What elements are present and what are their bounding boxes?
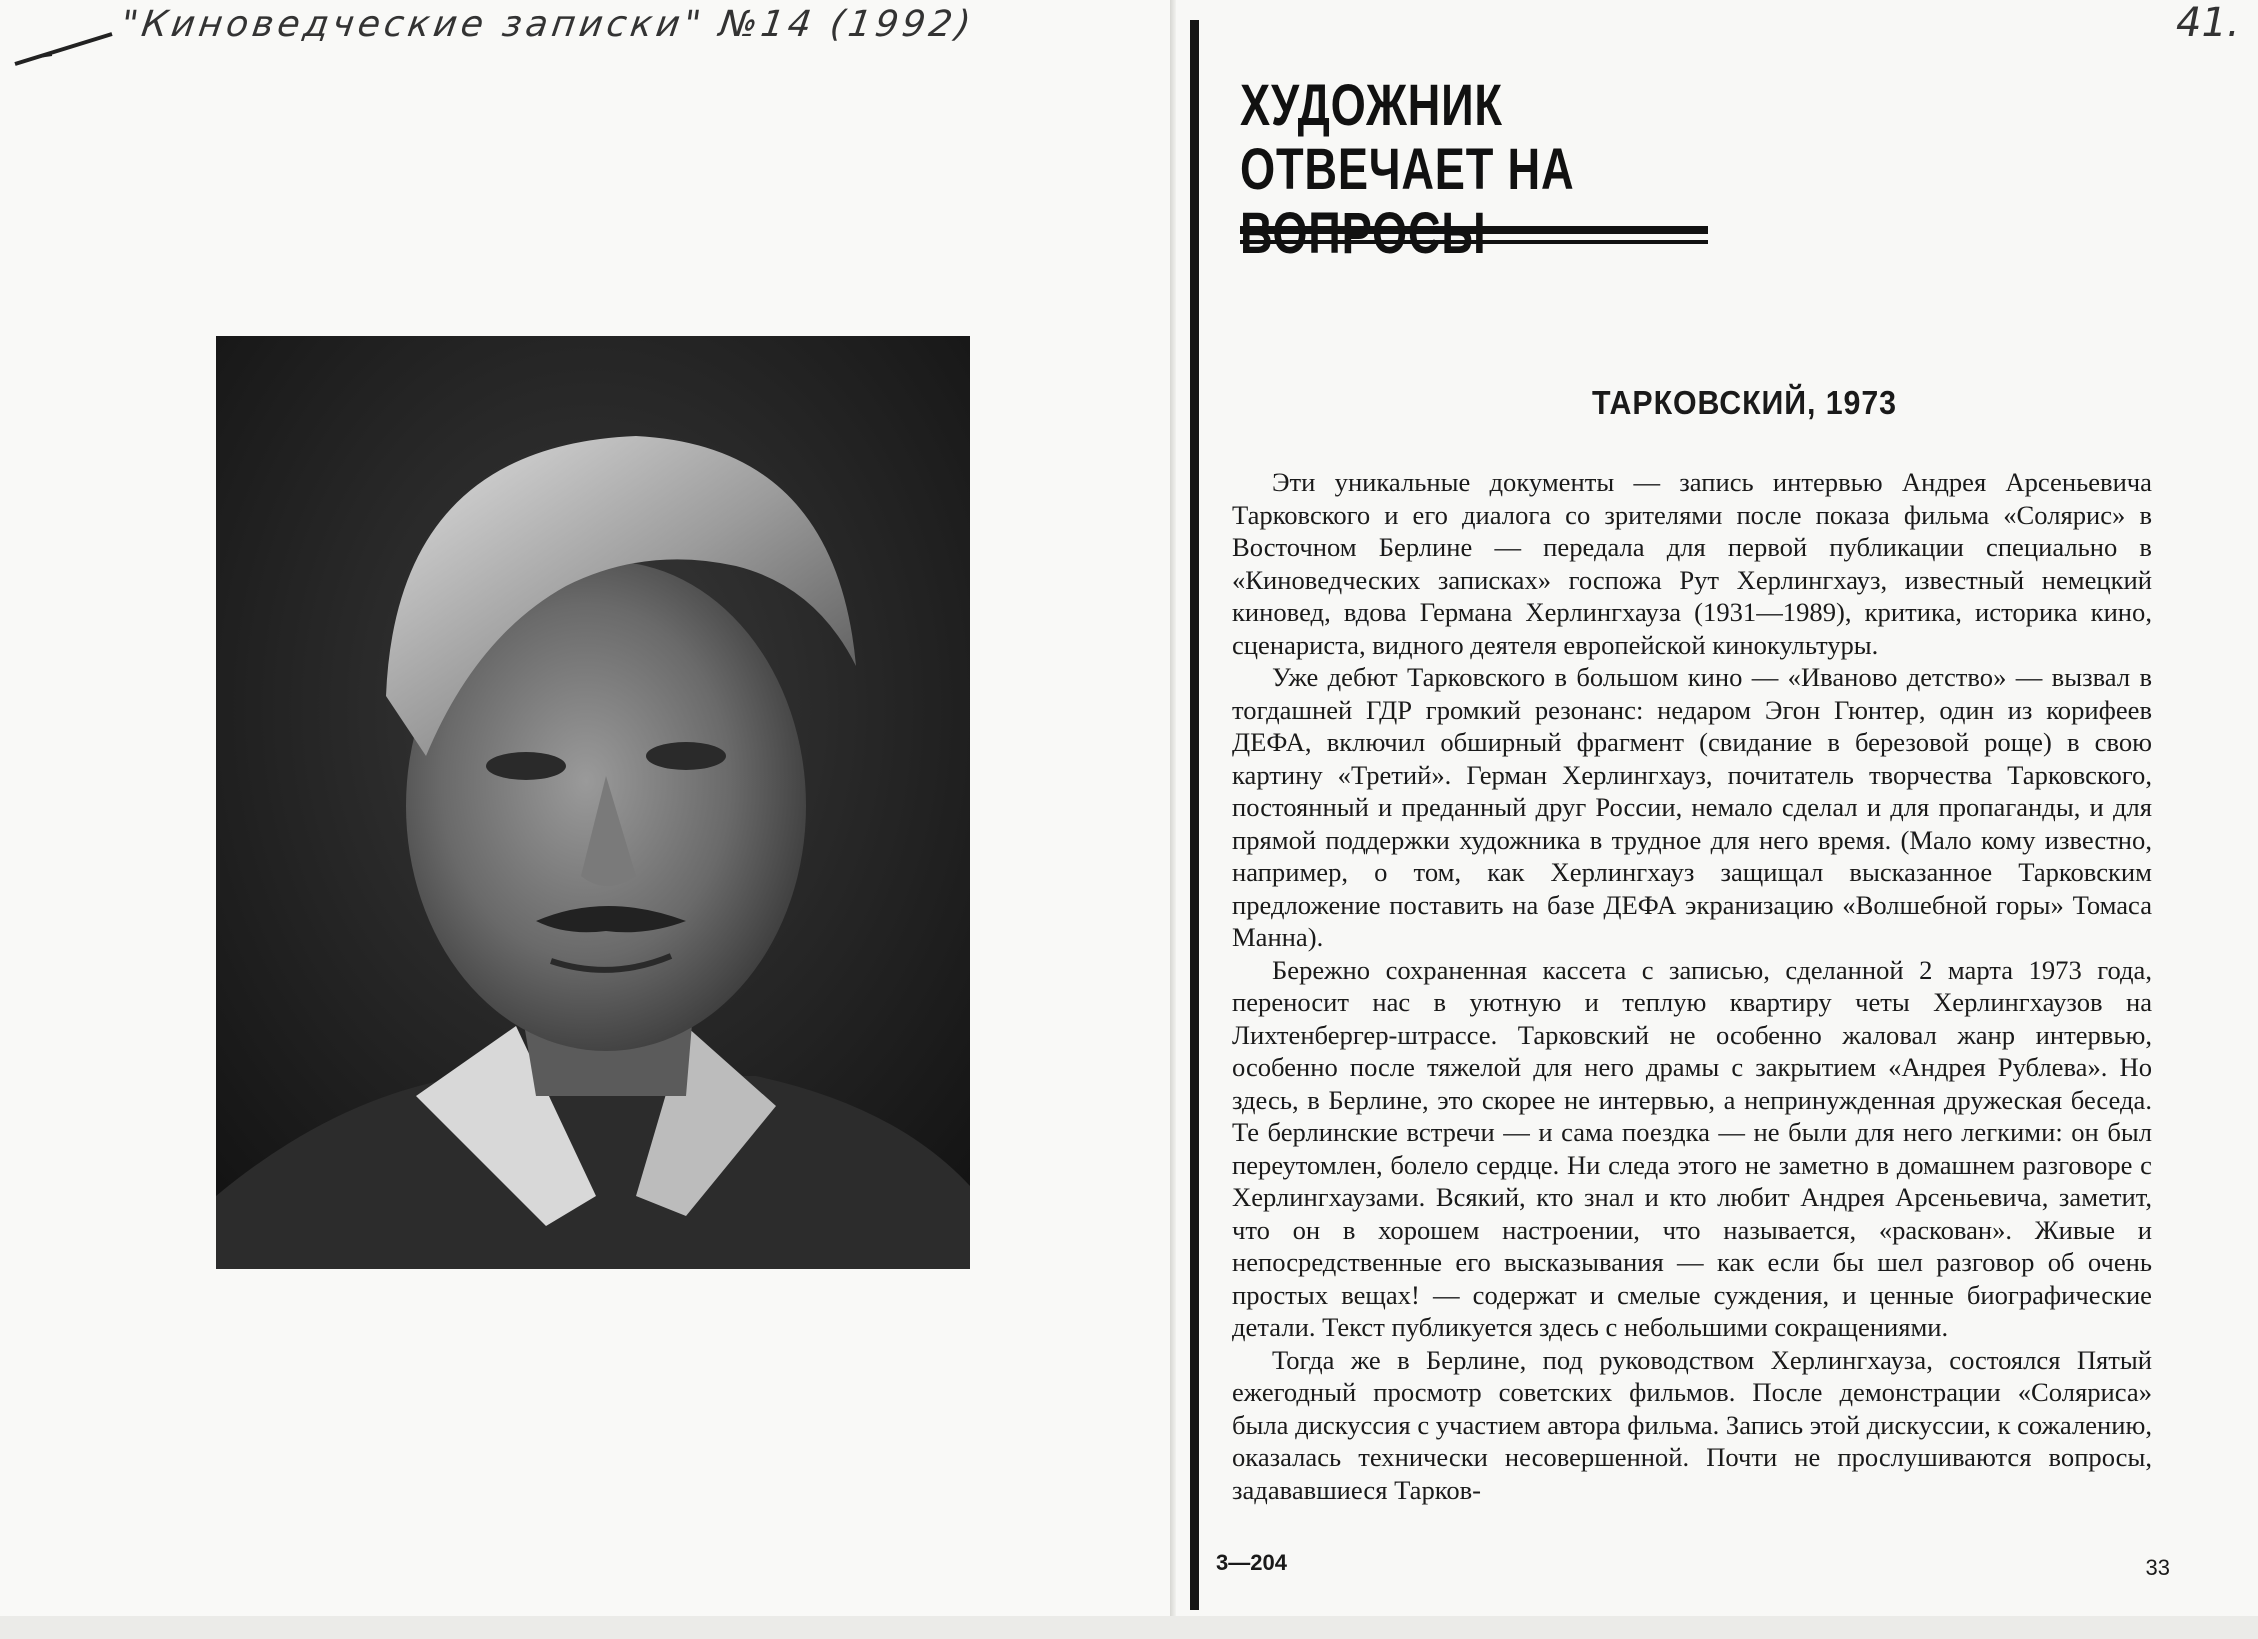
headline [1240,74,1646,224]
paragraph: Тогда же в Берлине, под руководством Херлингхауза, состоялся Пятый ежегодный просмотр советских фильмов. После демонстрации «Соляриса» была дискуссия с участием автора фильма. Запись этой дискуссии, к сожалению, оказалась технически несовершенной. Почти не прослушиваются вопросы, задававшиеся Тарков- [1232,1344,2152,1505]
headline-line-2: ОТВЕЧАЕТ НА [1240,137,1575,202]
handwritten-page-number: 41. [2176,0,2240,46]
headline-line-1: ХУДОЖНИК [1240,73,1503,138]
headline-rule-thin [1240,240,1708,244]
paragraph: Уже дебют Тарковского в большом кино — «Иваново детство» — вызвал в тогдашней ГДР громкий резонанс: недаром Эгон Гюнтер, один из корифеев ДЕФА, включил обширный фрагмент (свидание в березовой роще) в свою картину «Третий». Герман Херлингхауз, почитатель творчества Тарковского, постоянный и преданный друг России, немало сделал и для пропаганды, и для прямой поддержки художника в трудное для него время. (Мало кому известно, например, о том, как Херлингхауз защищал высказанное Тарковским предложение поставить на базе ДЕФА экранизацию «Волшебной горы» Томаса Манна). [1232,662,2152,952]
paragraph: Эти уникальные документы — запись интервью Андрея Арсеньевича Тарковского и его диалога со зрителями после показа фильма «Солярис» в Восточном Берлине — передала для первой публикации специально в «Киноведческих записках» госпожа Рут Херлингхауз, известный немецкий киновед, вдова Германа Херлингхауза (1931—1989), критика, историка кино, сценариста, видного деятеля европейской кинокультуры. [1232,467,2152,660]
spine-bar [1190,20,1199,1610]
scan-edge [0,1616,2258,1639]
footer-signature: 3—204 [1216,1550,1287,1575]
headline-rule-thick [1240,226,1708,234]
handwritten-note: "Киноведческие записки" №14 (1992) [118,4,977,45]
right-page [1176,0,2258,1639]
page-number: 33 [2145,1555,2170,1580]
pen-stroke-icon [12,28,117,68]
portrait-photo [216,336,970,1269]
paragraph: Бережно сохраненная кассета с записью, сделанной 2 марта 1973 года, переносит нас в уютную и теплую квартиру четы Херлингхаузов на Лихтенбергер-штрассе. Тарковский не особенно жаловал жанр интервью, особенно после тяжелой для него драмы с закрытием «Андрея Рублева». Но здесь, в Берлине, это скорее не интервью, а непринужденная дружеская беседа. Те берлинские встречи — и сама поездка — не были для него легкими: он был переутомлен, болело сердце. Ни следа этого не заметно в домашнем разговоре с Херлингхаузами. Всякий, кто знал и кто любит Андрея Арсеньевича, заметит, что он в хорошем настроении, что называется, «раскован». Живые и непосредственные его высказывания — как если бы шел разговор об очень простых вещах! — содержат и смелые суждения, и ценные биографические детали. Текст публикуется здесь с небольшими сокращениями. [1232,954,2152,1342]
article-subtitle: ТАРКОВСКИЙ, 1973 [1592,384,1897,421]
article-body [1232,466,2152,1546]
